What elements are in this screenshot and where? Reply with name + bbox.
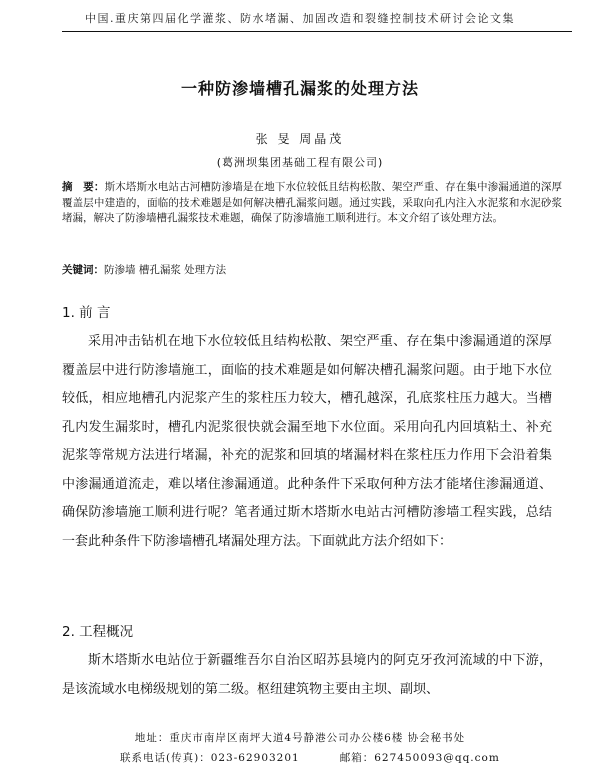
section-heading-overview: 2. 工程概况 bbox=[62, 624, 134, 640]
paper-title: 一种防渗墙槽孔漏浆的处理方法 bbox=[180, 79, 419, 98]
header-divider bbox=[62, 31, 572, 32]
section-body-intro: 采用冲击钻机在地下水位较低且结构松散、架空严重、存在集中渗漏通道的深厚覆盖层中进行防渗墙施工，面临的技术难题是如何解决槽孔漏浆问题。由于地下水位较低，相应地槽孔内泥浆产生的浆柱压力较大，槽孔越深，孔底浆柱压力越大。当槽孔内发生漏浆时，槽孔内泥浆很快就会漏至地下水位面。采用向孔内回填粘土、补充泥浆等常规方法进行堵漏，补充的泥浆和回填的堵漏材料在浆柱压力作用下会沿着集中渗漏通道流走，难以堵住渗漏通道。此种条件下采取何种方法才能堵住渗漏通道、确保防渗墙施工顺利进行呢？笔者通过斯木塔斯水电站古河槽防渗墙工程实践，总结一套此种条件下防渗墙槽孔堵漏处理方法。下面就此方法介绍如下： bbox=[62, 334, 552, 549]
keywords-label: 关键词： bbox=[62, 264, 104, 276]
keywords-text: 防渗墙 槽孔漏浆 处理方法 bbox=[104, 264, 227, 276]
abstract-text: 斯木塔斯水电站古河槽防渗墙是在地下水位较低且结构松散、架空严重、存在集中渗漏通道的深厚覆盖层中建造的，面临的技术难题是如何解决槽孔漏浆问题。通过实践，采取向孔内注入水泥浆和水泥砂浆堵漏，解决了防渗墙槽孔漏浆技术难题，确保了防渗墙施工顺利进行。本文介绍了该处理方法。 bbox=[62, 181, 563, 224]
section-heading-intro: 1. 前 言 bbox=[62, 305, 111, 321]
abstract-label: 摘 要： bbox=[62, 181, 105, 193]
section-body-overview: 斯木塔斯水电站位于新疆维吾尔自治区昭苏县境内的阿克牙孜河流域的中下游，是该流域水电梯级规划的第二级。枢纽建筑物主要由主坝、副坝、 bbox=[62, 653, 552, 697]
keywords bbox=[62, 263, 562, 278]
footer-phone: 联系电话(传真)：023-62903201 bbox=[120, 752, 300, 764]
footer-email: 邮箱：627450093@qq.com bbox=[339, 752, 500, 764]
footer-contact bbox=[120, 750, 500, 765]
running-header: 中国.重庆第四届化学灌浆、防水堵漏、加固改造和裂缝控制技术研讨会论文集 bbox=[85, 12, 515, 25]
abstract bbox=[62, 180, 562, 227]
paper-authors: 张 旻 周晶茂 bbox=[255, 132, 345, 146]
paper-affiliation: (葛洲坝集团基础工程有限公司) bbox=[216, 156, 384, 169]
footer-address: 地址：重庆市南岸区南坪大道4号静港公司办公楼6楼 协会秘书处 bbox=[134, 732, 466, 744]
